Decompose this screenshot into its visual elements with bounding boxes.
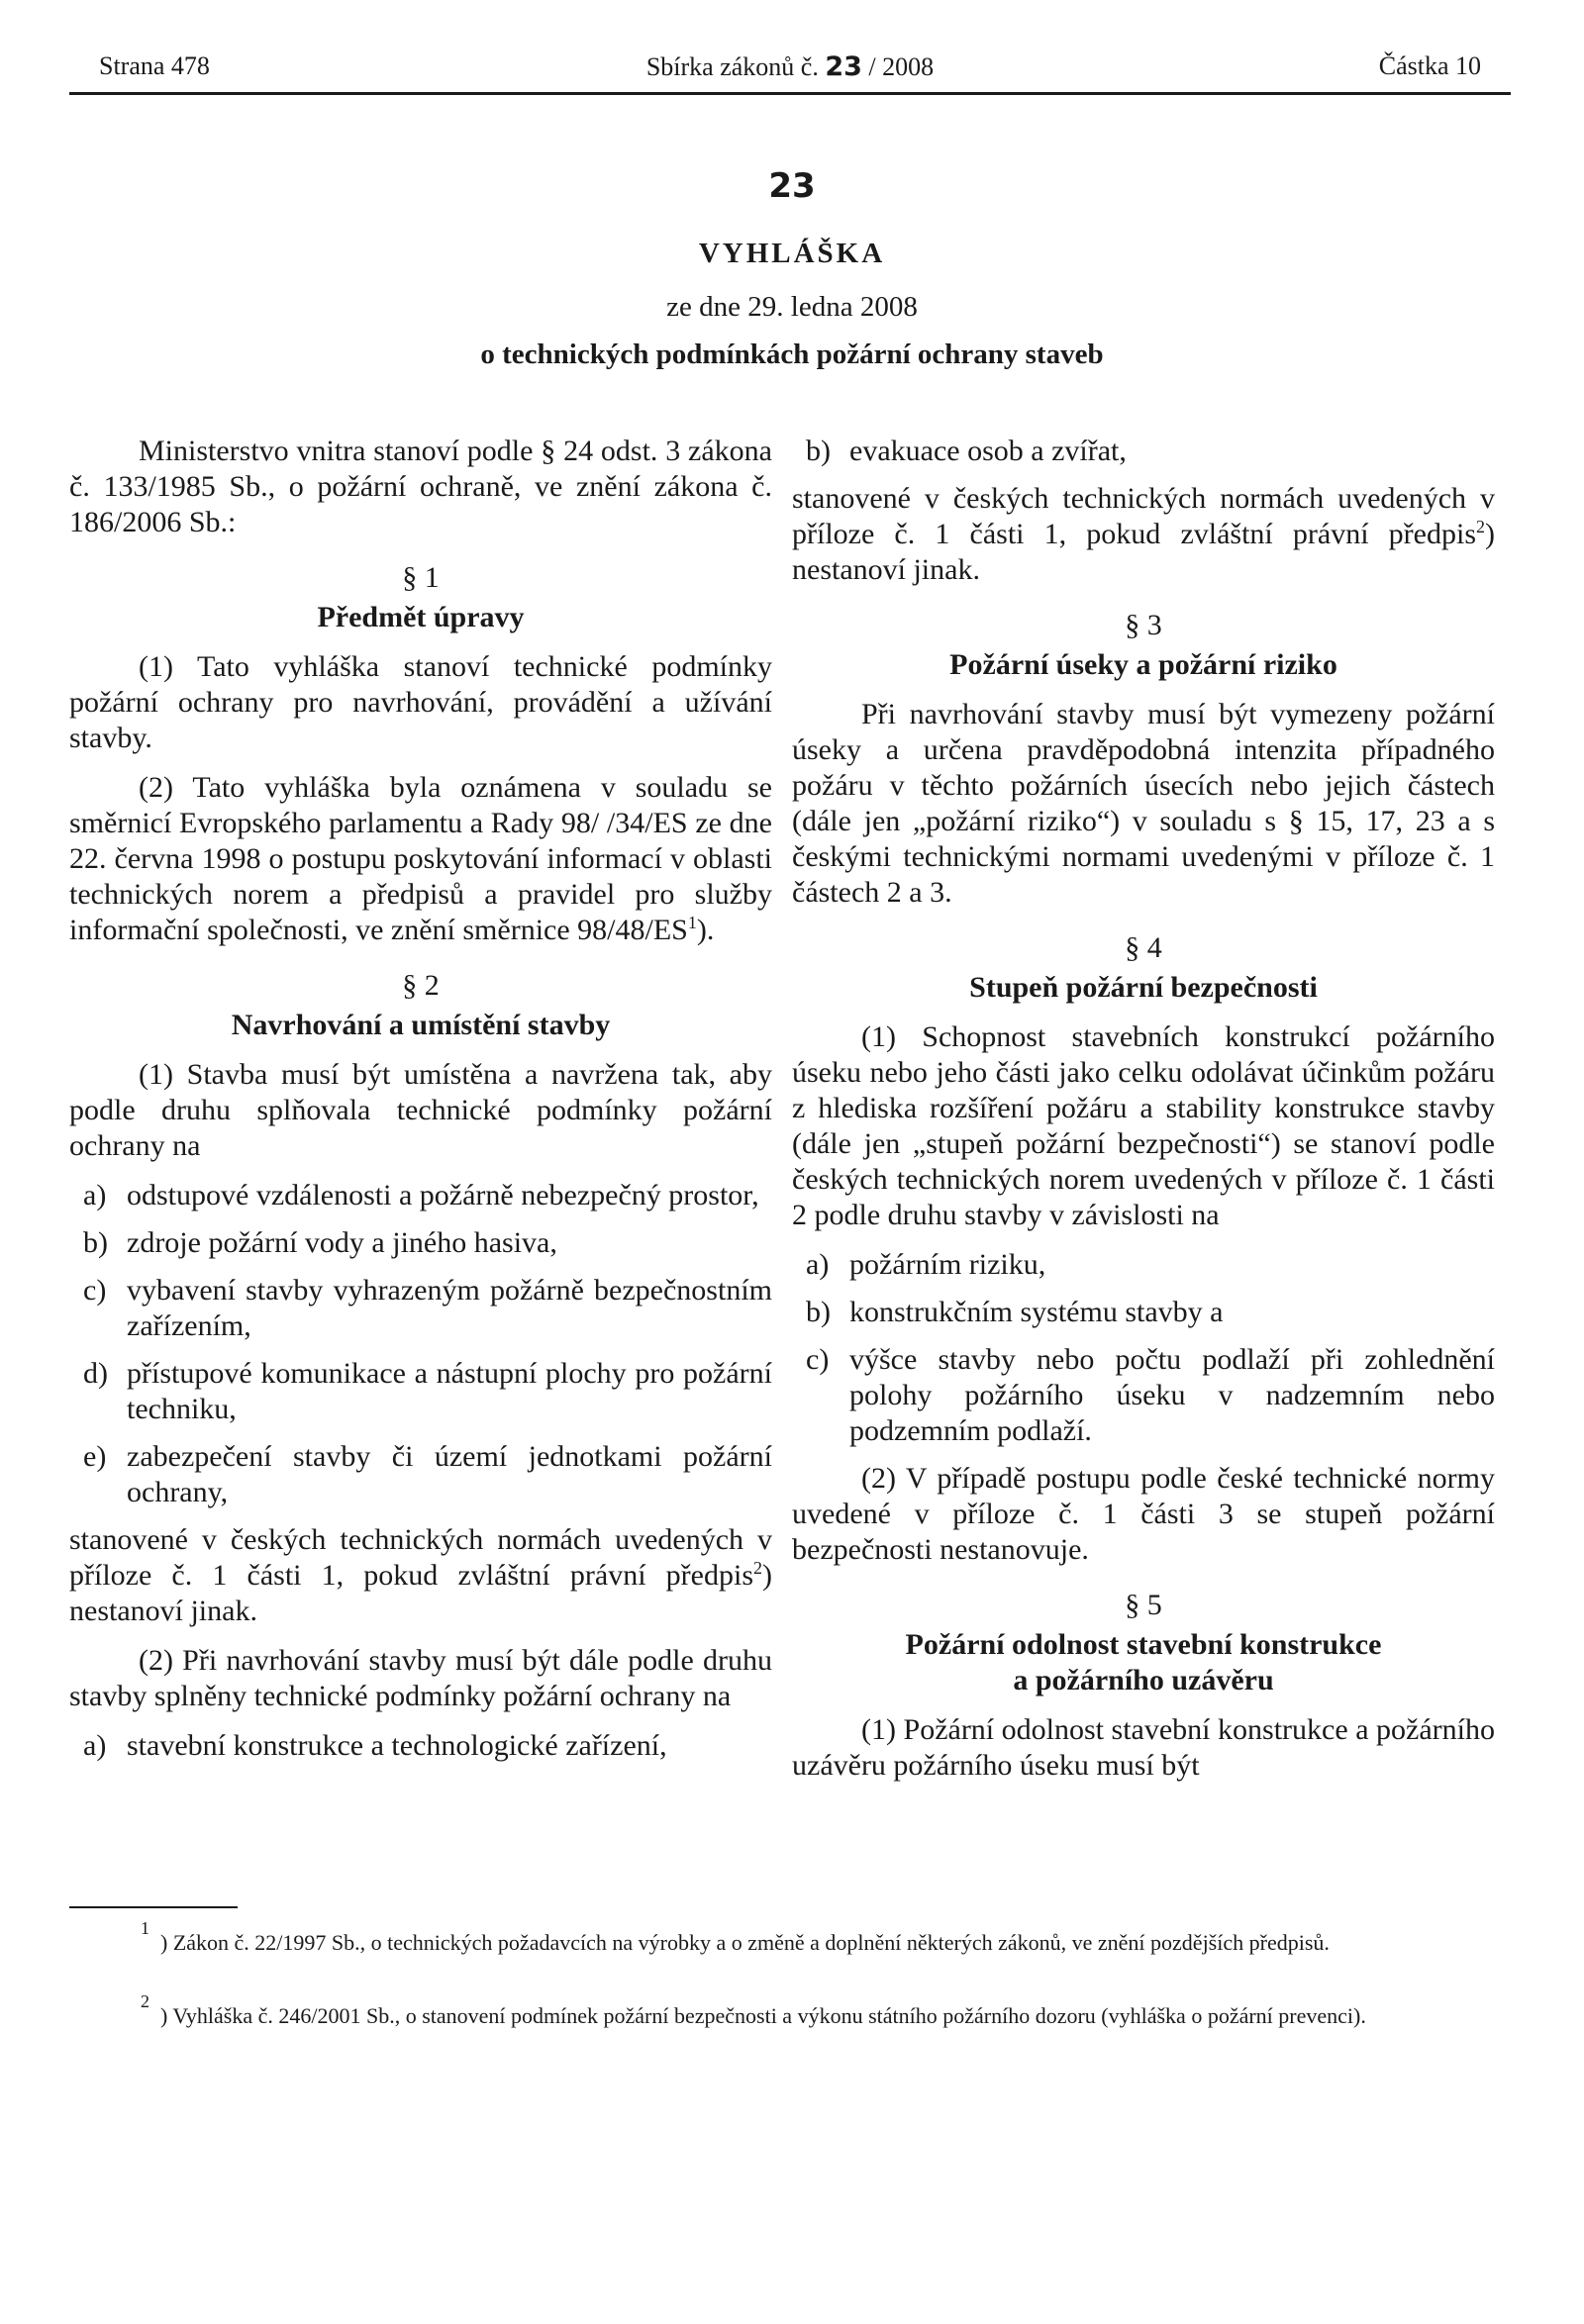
list-item: [69, 1728, 772, 1764]
section-3-mark: § 3: [1125, 609, 1162, 641]
list-item: [792, 1295, 1495, 1330]
footnote-text: ) Zákon č. 22/1997 Sb., o technických požadavcích na výrobky a o změně a doplnění některých zákonů, ve znění pozdějších předpisů.: [160, 1930, 1330, 1955]
footnote-ref-1: 1: [687, 913, 697, 932]
list-text: zabezpečení stavby či území jednotkami požární ochrany,: [127, 1440, 772, 1508]
list-label: b): [806, 435, 831, 467]
list-label: a): [83, 1729, 107, 1762]
list-text: přístupové komunikace a nástupní plochy pro požární techniku,: [127, 1357, 772, 1425]
section-5-title-line-1: Požární odolnost stavební konstrukce: [905, 1628, 1382, 1661]
s2-after-text-right: stanovené v českých technických normách uvedených v příloze č. 1 části 1, pokud zvláštní právní předpis: [792, 482, 1495, 550]
section-2-mark: § 2: [402, 969, 440, 1002]
section-4-paragraph-1: (1) Schopnost stavebních konstrukcí požárního úseku nebo jeho části jako celku odolávat účinkům požáru z hlediska rozšíření požáru a stability konstrukce stavby (dále jen „stupeň požární bezpečnosti“) se stanoví podle českých technických norem uvedených v příloze č. 1 části 2 podle druhu stavby v závislosti na: [792, 1020, 1495, 1231]
section-3-paragraph: Při navrhování stavby musí být vymezeny požární úseky a určena pravděpodobná intenzita případného požáru v těchto požárních úsecích nebo jejich částech (dále jen „požární riziko“) v souladu s § 15, 17, 23 a s českými technickými normami uvedenými v příloze č. 1 částech 2 a 3.: [792, 698, 1495, 909]
section-4-paragraph-2: (2) V případě postupu podle české technické normy uvedené v příloze č. 1 části 3 se stupeň požární bezpečnosti nestanovuje.: [792, 1462, 1495, 1566]
footnote-rule: [69, 1906, 238, 1908]
section-1-paragraph-1: (1) Tato vyhláška stanoví technické podmínky požární ochrany pro navrhování, provádění a užívání stavby.: [69, 650, 772, 754]
list-item: [69, 1178, 772, 1213]
list-item: [792, 434, 1495, 469]
section-2-paragraph-1: (1) Stavba musí být umístěna a navržena tak, aby podle druhu splňovala technické podmínky požární ochrany na: [69, 1058, 772, 1162]
list-item: [69, 1273, 772, 1344]
list-item: [69, 1356, 772, 1427]
list-label: b): [806, 1296, 831, 1328]
list-text: konstrukčním systému stavby a: [849, 1296, 1224, 1328]
section-3-title: Požární úseky a požární riziko: [949, 648, 1337, 681]
part-number: Částka 10: [1378, 51, 1481, 80]
list-text: evakuace osob a zvířat,: [849, 435, 1127, 467]
list-label: b): [83, 1226, 108, 1259]
section-1-paragraph-2: [69, 770, 772, 948]
footnote-2: 2 ) Vyhláška č. 246/2001 Sb., o stanovení podmínek požární bezpečnosti a výkonu státního požárního dozoru (vyhláška o požární prevenci).: [141, 1991, 1366, 2028]
footnote-1: 1 ) Zákon č. 22/1997 Sb., o technických požadavcích na výrobky a o změně a doplnění některých zákonů, ve znění pozdějších předpisů.: [141, 1918, 1330, 1955]
s2-after-end-right: ) nestanoví jinak.: [792, 518, 1495, 586]
running-header: [99, 51, 1481, 91]
list-item: [792, 1247, 1495, 1283]
right-column: [792, 434, 1495, 1797]
list-label: e): [83, 1440, 107, 1473]
s2-after-end: ) nestanoví jinak.: [69, 1559, 772, 1627]
section-2-after-list: [69, 1522, 772, 1629]
regulation-date: ze dne 29. ledna 2008: [666, 291, 918, 323]
page-number: Strana 478: [99, 51, 210, 80]
section-4-mark: § 4: [1125, 931, 1162, 964]
section-5-mark: § 5: [1125, 1589, 1162, 1621]
list-text: výšce stavby nebo počtu podlaží při zohlednění polohy požárního úseku v nadzemním nebo podzemním podlaží.: [849, 1343, 1495, 1447]
regulation-title: o technických podmínkách požární ochrany staveb: [480, 339, 1104, 370]
collection-reference: [99, 51, 1481, 82]
footnote-text: ) Vyhláška č. 246/2001 Sb., o stanovení podmínek požární bezpečnosti a výkonu státního požárního dozoru (vyhláška o požární prevenci).: [160, 2003, 1366, 2028]
list-text: vybavení stavby vyhrazeným požárně bezpečnostním zařízením,: [127, 1274, 772, 1342]
section-1-title: Předmět úpravy: [317, 601, 525, 633]
intro-paragraph: Ministerstvo vnitra stanoví podle § 24 odst. 3 zákona č. 133/1985 Sb., o požární ochraně, ve znění zákona č. 186/2006 Sb.:: [69, 435, 772, 538]
list-item: [69, 1225, 772, 1261]
list-label: a): [83, 1179, 107, 1211]
header-rule: [69, 92, 1511, 95]
list-text: požárním riziku,: [849, 1248, 1046, 1281]
left-column: [69, 434, 772, 1776]
s2-after-text: stanovené v českých technických normách uvedených v příloze č. 1 části 1, pokud zvláštní právní předpis: [69, 1523, 772, 1592]
collection-number: 23: [825, 51, 862, 82]
section-5-paragraph-1: (1) Požární odolnost stavební konstrukce a požárního uzávěru požárního úseku musí být: [792, 1713, 1495, 1782]
footnote-ref-2: 2: [1476, 517, 1485, 536]
list-label: a): [806, 1248, 830, 1281]
section-2-after-list-right: [792, 481, 1495, 588]
regulation-kind: VYHLÁŠKA: [698, 238, 886, 269]
section-2-title: Navrhování a umístění stavby: [231, 1009, 611, 1041]
list-text: zdroje požární vody a jiného hasiva,: [127, 1226, 557, 1259]
section-5-title-line-2: a požárního uzávěru: [1013, 1664, 1274, 1696]
list-label: d): [83, 1357, 108, 1390]
footnote-ref-2: 2: [753, 1558, 762, 1578]
section-4-title: Stupeň požární bezpečnosti: [969, 971, 1318, 1004]
section-1-mark: § 1: [402, 561, 440, 594]
section-2-paragraph-2: (2) Při navrhování stavby musí být dále podle druhu stavby splněny technické podmínky požární ochrany na: [69, 1644, 772, 1712]
collection-suffix: / 2008: [861, 52, 935, 81]
list-label: c): [83, 1274, 107, 1307]
collection-prefix: Sbírka zákonů č.: [645, 52, 826, 81]
list-text: odstupové vzdálenosti a požárně nebezpečný prostor,: [127, 1179, 759, 1211]
s1-p2-end: ).: [696, 914, 715, 946]
s1-p2-text: (2) Tato vyhláška byla oznámena v souladu se směrnicí Evropského parlamentu a Rady 98/ /34/ES ze dne 22. června 1998 o postupu poskytování informací v oblasti technických norem a předpisů a pravidel pro služby informační společnosti, ve znění směrnice 98/48/ES: [69, 771, 772, 946]
regulation-number: 23: [768, 166, 816, 206]
list-label: c): [806, 1343, 830, 1376]
list-text: stavební konstrukce a technologické zařízení,: [127, 1729, 667, 1762]
list-item: [69, 1439, 772, 1510]
list-item: [792, 1342, 1495, 1449]
